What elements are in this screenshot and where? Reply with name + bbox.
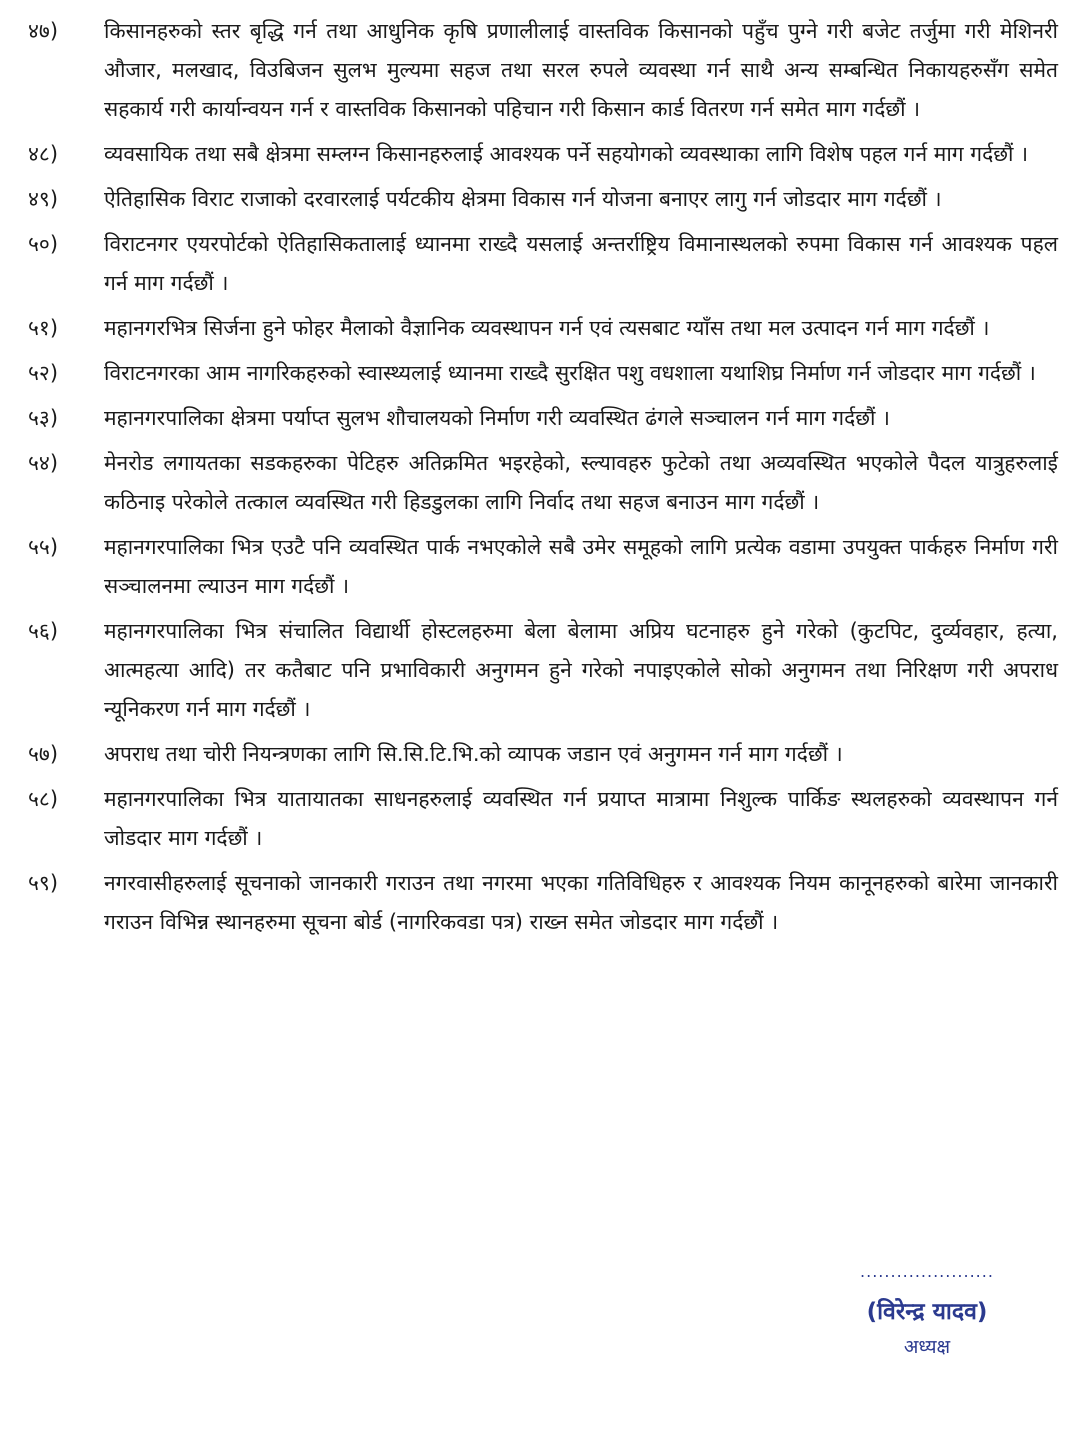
- item-text: महानगरपालिका भित्र यातायातका साधनहरुलाई व्यवस्थित गर्न प्रयाप्त मात्रामा निशुल्क पार्किङ स्थलहरुको व्यवस्थापन गर्न जोडदार माग गर्दछौं ।: [104, 787, 1058, 850]
- list-item: [28, 309, 1058, 348]
- item-text: ऐतिहासिक विराट राजाको दरवारलाई पर्यटकीय क्षेत्रमा विकास गर्न योजना बनाएर लागु गर्न जोडदार माग गर्दछौं ।: [104, 187, 942, 211]
- item-text: मेनरोड लगायतका सडकहरुका पेटिहरु अतिक्रमित भइरहेको, स्ल्यावहरु फुटेको तथा अव्यवस्थित भएकोले पैदल यात्रुहरुलाई कठिनाइ परेकोले तत्काल व्यवस्थित गरी हिडडुलका लागि निर्वाद तथा सहज बनाउन माग गर्दछौं ।: [104, 451, 1058, 514]
- list-item: [28, 864, 1058, 942]
- item-text: विराटनगर एयरपोर्टको ऐतिहासिकतालाई ध्यानमा राख्दै यसलाई अन्तर्राष्ट्रिय विमानास्थलको रुपमा विकास गर्न आवश्यक पहल गर्न माग गर्दछौं ।: [104, 232, 1058, 295]
- item-text: महानगरपालिका भित्र संचालित विद्यार्थी होस्टलहरुमा बेला बेलामा अप्रिय घटनाहरु हुने गरेको (कुटपिट, दुर्व्यवहार, हत्या, आत्महत्या आदि) तर कतैबाट पनि प्रभाविकारी अनुगमन हुने गरेको नपाइएकोले सोको अनुगमन तथा निरिक्षण गरी अपराध न्यूनिकरण गर्न माग गर्दछौं ।: [104, 619, 1058, 721]
- item-text: महानगरभित्र सिर्जना हुने फोहर मैलाको वैज्ञानिक व्यवस्थापन गर्न एवं त्यसबाट ग्याँस तथा मल उत्पादन गर्न माग गर्दछौं ।: [104, 316, 990, 340]
- item-number: ५९): [28, 871, 59, 895]
- item-number: ५१): [28, 316, 59, 340]
- list-item: [28, 180, 1058, 219]
- item-number: ५४): [28, 451, 59, 475]
- list-item: [28, 735, 1058, 774]
- item-text: अपराध तथा चोरी नियन्त्रणका लागि सि.सि.टि.भि.को व्यापक जडान एवं अनुगमन गर्न माग गर्दछौं ।: [104, 742, 843, 766]
- item-text: महानगरपालिका क्षेत्रमा पर्याप्त सुलभ शौचालयको निर्माण गरी व्यवस्थित ढंगले सञ्चालन गर्न माग गर्दछौं ।: [104, 406, 891, 430]
- signature-block: [842, 1260, 1012, 1362]
- list-item: [28, 354, 1058, 393]
- item-text: किसानहरुको स्तर बृद्धि गर्न तथा आधुनिक कृषि प्रणालीलाई वास्तविक किसानको पहुँच पुग्ने गरी बजेट तर्जुमा गरी मेशिनरी औजार, मलखाद, विउबिजन सुलभ मुल्यमा सहज तथा सरल रुपले व्यवस्था गर्न साथै अन्य सम्बन्धित निकायहरुसँग समेत सहकार्य गरी कार्यान्वयन गर्न र वास्तविक किसानको पहिचान गरी किसान कार्ड वितरण गर्न समेत माग गर्दछौं ।: [104, 19, 1058, 121]
- item-number: ५८): [28, 787, 59, 811]
- item-number: ५३): [28, 406, 59, 430]
- list-item: [28, 612, 1058, 729]
- signatory-title: अध्यक्ष: [903, 1336, 951, 1358]
- item-number: ५५): [28, 535, 59, 559]
- item-number: ४७): [28, 19, 59, 43]
- item-text: व्यवसायिक तथा सबै क्षेत्रमा सम्लग्न किसानहरुलाई आवश्यक पर्ने सहयोगको व्यवस्थाका लागि विशेष पहल गर्न माग गर्दछौं ।: [104, 142, 1029, 166]
- signatory-name: (विरेन्द्र यादव): [866, 1299, 988, 1325]
- item-text: महानगरपालिका भित्र एउटै पनि व्यवस्थित पार्क नभएकोले सबै उमेर समूहको लागि प्रत्येक वडामा उपयुक्त पार्कहरु निर्माण गरी सञ्चालनमा ल्याउन माग गर्दछौं ।: [104, 535, 1058, 598]
- demand-list: [28, 12, 1058, 948]
- list-item: [28, 444, 1058, 522]
- list-item: [28, 399, 1058, 438]
- item-number: ५०): [28, 232, 59, 256]
- signature-line: ......................: [860, 1262, 994, 1281]
- list-item: [28, 780, 1058, 858]
- item-text: विराटनगरका आम नागरिकहरुको स्वास्थ्यलाई ध्यानमा राख्दै सुरक्षित पशु वधशाला यथाशिघ्र निर्माण गर्न जोडदार माग गर्दछौं ।: [104, 361, 1036, 385]
- list-item: [28, 225, 1058, 303]
- item-number: ५२): [28, 361, 59, 385]
- item-number: ४९): [28, 187, 59, 211]
- item-number: ५७): [28, 742, 59, 766]
- list-item: [28, 135, 1058, 174]
- item-number: ४८): [28, 142, 59, 166]
- list-item: [28, 528, 1058, 606]
- list-item: [28, 12, 1058, 129]
- item-text: नगरवासीहरुलाई सूचनाको जानकारी गराउन तथा नगरमा भएका गतिविधिहरु र आवश्यक नियम कानूनहरुको बारेमा जानकारी गराउन विभिन्न स्थानहरुमा सूचना बोर्ड (नागरिकवडा पत्र) राख्न समेत जोडदार माग गर्दछौं ।: [104, 871, 1058, 934]
- item-number: ५६): [28, 619, 59, 643]
